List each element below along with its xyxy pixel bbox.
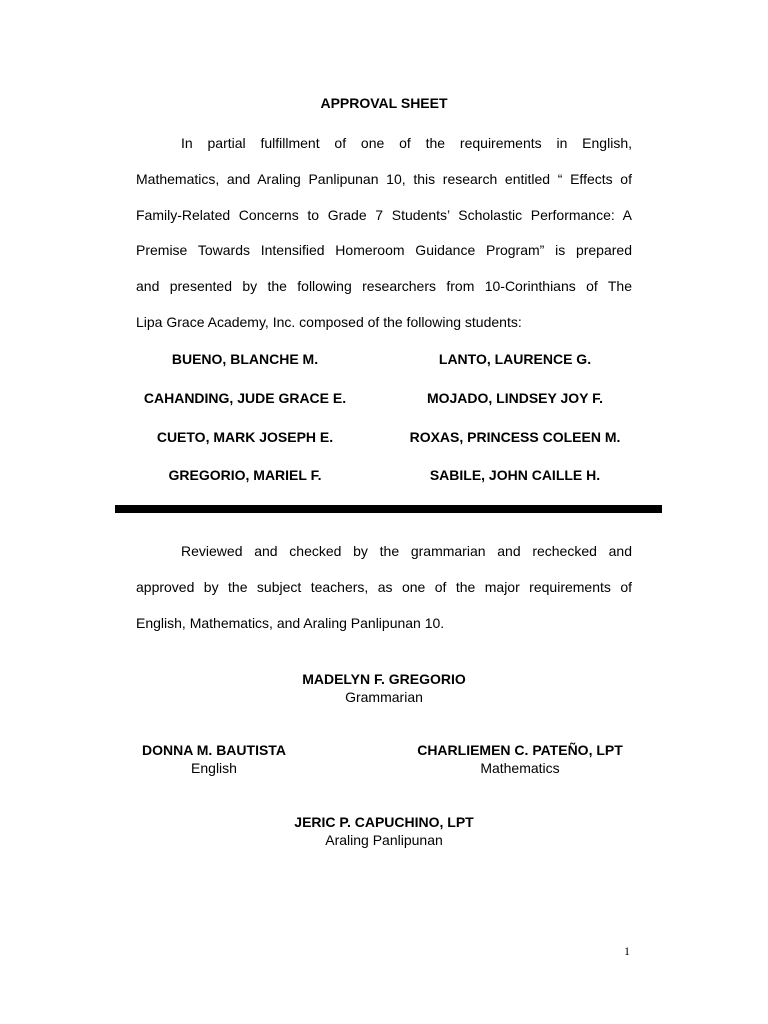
section-divider: [115, 505, 662, 513]
student-name: CAHANDING, JUDE GRACE E.: [143, 390, 347, 406]
intro-line: and presented by the following researchers from 10-Corinthians of The: [136, 278, 632, 295]
page-number: 1: [624, 944, 630, 958]
student-name: CUETO, MARK JOSEPH E.: [156, 429, 334, 445]
student-name: SABILE, JOHN CAILLE H.: [429, 467, 601, 483]
signatory-role: English: [191, 760, 237, 776]
signatory-grammarian: [234, 670, 534, 706]
review-line: approved by the subject teachers, as one of the major requirements of: [136, 578, 632, 595]
signatory-name: MADELYN F. GREGORIO: [302, 671, 466, 687]
signatory-role: Mathematics: [480, 760, 560, 776]
signatory-araling-panlipunan: [234, 813, 534, 849]
student-name: GREGORIO, MARIEL F.: [168, 467, 322, 483]
signatory-role: Araling Panlipunan: [325, 832, 443, 848]
student-name: BUENO, BLANCHE M.: [171, 351, 319, 367]
signatory-name: DONNA M. BAUTISTA: [142, 742, 286, 758]
intro-line: Mathematics, and Araling Panlipunan 10, this research entitled “ Effects of: [136, 170, 632, 187]
signatory-mathematics: [400, 741, 640, 777]
intro-paragraph: [136, 126, 632, 341]
intro-line: Lipa Grace Academy, Inc. composed of the following students:: [136, 313, 522, 330]
review-line: English, Mathematics, and Araling Panlipunan 10.: [136, 614, 445, 631]
intro-line: Premise Towards Intensified Homeroom Guidance Program” is prepared: [136, 242, 632, 259]
intro-line: Family-Related Concerns to Grade 7 Students’ Scholastic Performance: A: [136, 206, 632, 223]
signatory-name: CHARLIEMEN C. PATEÑO, LPT: [417, 742, 623, 758]
student-name: ROXAS, PRINCESS COLEEN M.: [409, 429, 621, 445]
signatory-english: [114, 741, 314, 777]
signatory-name: JERIC P. CAPUCHINO, LPT: [294, 814, 474, 830]
page-title: APPROVAL SHEET: [320, 95, 448, 111]
review-line: Reviewed and checked by the grammarian and rechecked and: [181, 543, 632, 559]
intro-line: In partial fulfillment of one of the requirements in English,: [181, 135, 632, 151]
student-name: MOJADO, LINDSEY JOY F.: [426, 390, 604, 406]
signatory-role: Grammarian: [345, 689, 423, 705]
student-name: LANTO, LAURENCE G.: [438, 351, 592, 367]
review-paragraph: [136, 534, 632, 641]
